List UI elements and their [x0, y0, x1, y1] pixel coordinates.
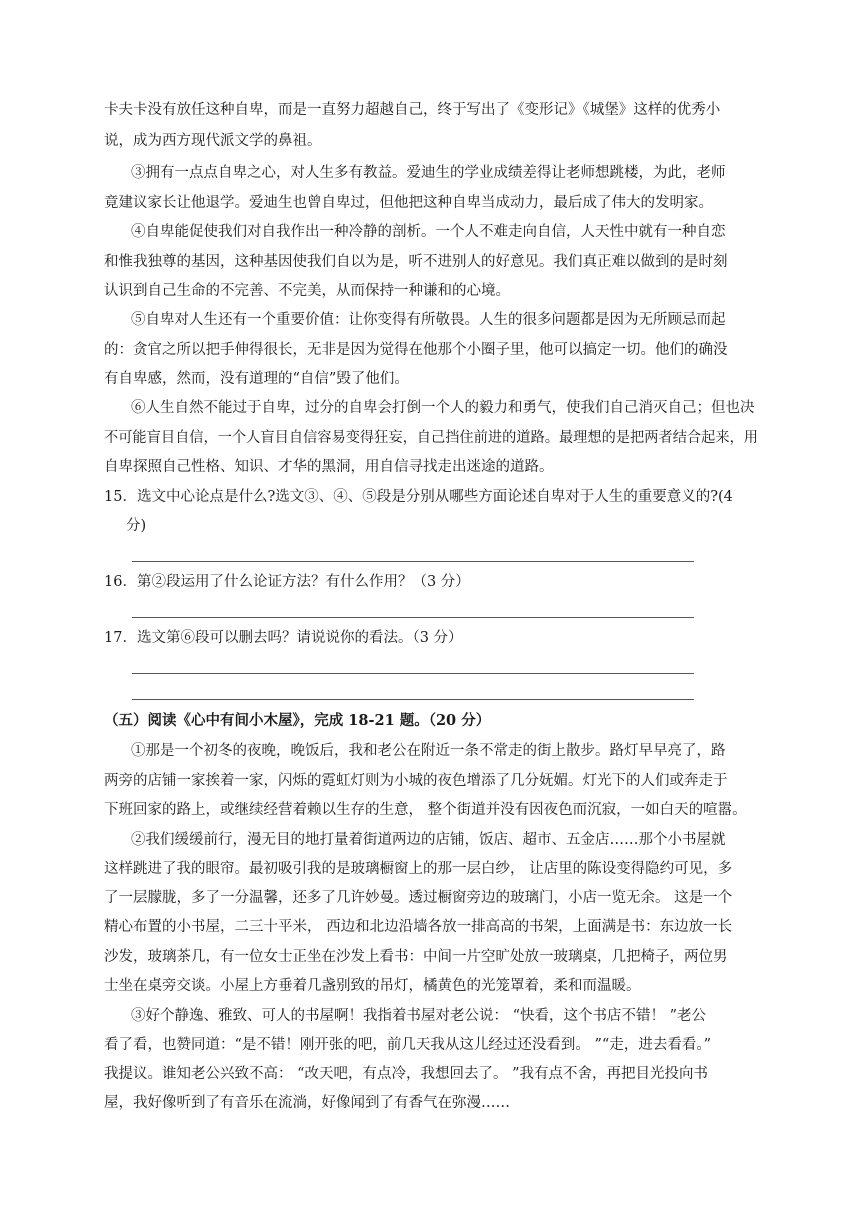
- answer-line[interactable]: [132, 699, 694, 700]
- story-paragraph-1-line: ①那是一个初冬的夜晚，晚饭后，我和老公在附近一条不常走的街上散步。路灯早早亮了，路: [131, 743, 726, 759]
- story-paragraph-2-line: 这样跳进了我的眼帘。最初吸引我的是玻璃橱窗上的那一层白纱， 让店里的陈设变得隐约可见，多: [104, 861, 733, 877]
- paragraph-6-line: ⑥人生自然不能过于自卑，过分的自卑会打倒一个人的毅力和勇气，使我们自己消灭自己；但也决: [131, 400, 755, 416]
- passage-line: 卡夫卡没有放任这种自卑，而是一直努力超越自己，终于写出了《变形记》《城堡》这样的优秀小: [104, 102, 721, 118]
- question-15: 15．选文中心论点是什么?选文③、④、⑤段是分别从哪些方面论述自卑对于人生的重要意义的?(4: [104, 489, 733, 505]
- paragraph-4-line: 认识到自己生命的不完善、不完美，从而保持一种谦和的心境。: [104, 283, 510, 299]
- story-paragraph-1-line: 两旁的店铺一家挨着一家，闪烁的霓虹灯则为小城的夜色增添了几分妩媚。灯光下的人们或奔走于: [104, 773, 728, 789]
- story-paragraph-2-line: 沙发，玻璃茶几，有一位女士正坐在沙发上看书：中间一片空旷处放一玻璃桌，几把椅子，两位男: [104, 949, 728, 965]
- passage-line: 说，成为西方现代派文学的鼻祖。: [104, 133, 322, 149]
- answer-line[interactable]: [132, 617, 694, 618]
- story-paragraph-3-line: 屋，我好像听到了有音乐在流淌，好像闻到了有香气在弥漫……: [104, 1095, 510, 1111]
- question-16: 16．第②段运用了什么论证方法？有什么作用？（3 分）: [104, 574, 470, 590]
- paragraph-3-line: ③拥有一点点自卑之心，对人生多有教益。爱迪生的学业成绩差得让老师想跳楼，为此，老师: [131, 165, 726, 181]
- answer-line[interactable]: [132, 561, 694, 562]
- story-paragraph-1-line: 下班回家的路上，或继续经营着赖以生存的生意， 整个街道并没有因夜色而沉寂，一如白天的喧嚣。: [104, 802, 747, 818]
- paragraph-5-line: 的：贪官之所以把手伸得很长，无非是因为觉得在他那个小圈子里，他可以搞定一切。他们的确没: [104, 342, 728, 358]
- story-paragraph-2-line: ②我们缓缓前行，漫无目的地打量着街道两边的店铺，饭店、超市、五金店……那个小书屋就: [131, 832, 726, 848]
- story-paragraph-2-line: 士坐在桌旁交谈。小屋上方垂着几盏别致的吊灯，橘黄色的光笼罩着，柔和而温暖。: [104, 978, 641, 994]
- paragraph-6-line: 不可能盲目自信，一个人盲目自信容易变得狂妄，自己挡住前进的道路。最理想的是把两者结合起来，用: [104, 430, 758, 446]
- paragraph-6-line: 自卑探照自己性格、知识、才华的黑洞，用自信寻找走出迷途的道路。: [104, 459, 554, 475]
- paragraph-3-line: 竟建议家长让他退学。爱迪生也曾自卑过，但他把这种自卑当成动力，最后成了伟大的发明家。: [104, 195, 713, 211]
- paragraph-4-line: ④自卑能促使我们对自我作出一种冷静的剖析。一个人不难走向自信，人天性中就有一种自恋: [131, 224, 726, 240]
- story-paragraph-3-line: ③好个静逸、雅致、可人的书屋啊！我指着书屋对老公说： “快看，这个书店不错！ ”老公: [131, 1008, 707, 1024]
- paragraph-5-line: ⑤自卑对人生还有一个重要价值：让你变得有所敬畏。人生的很多问题都是因为无所顾忌而起: [131, 312, 726, 328]
- question-17: 17．选文第⑥段可以删去吗？请说说你的看法。（3 分）: [104, 630, 463, 646]
- story-paragraph-2-line: 精心布置的小书屋，二三十平米， 西边和北边沿墙各放一排高高的书架，上面满是书：东边放一长: [104, 919, 733, 935]
- question-15-cont: 分): [126, 518, 147, 534]
- story-paragraph-3-line: 看了看，也赞同道：“是不错！刚开张的吧，前几天我从这儿经过还没看到。 ”“走，进去看看。”: [104, 1037, 712, 1053]
- answer-line[interactable]: [132, 673, 694, 674]
- story-paragraph-2-line: 了一层朦胧，多了一分温馨，还多了几许妙曼。透过橱窗旁边的玻璃门，小店一览无余。 这是一个: [104, 890, 733, 906]
- story-paragraph-3-line: 我提议。谁知老公兴致不高： “改天吧，有点冷，我想回去了。 ”我有点不舍，再把目光投向书: [104, 1066, 709, 1082]
- paragraph-4-line: 和惟我独尊的基因，这种基因使我们自以为是，听不进别人的好意见。我们真正难以做到的是时刻: [104, 254, 728, 270]
- section-heading: （五）阅读《心中有间小木屋》，完成 18-21 题。（20 分）: [104, 712, 491, 729]
- paragraph-5-line: 有自卑感，然而，没有道理的“自信”毁了他们。: [104, 371, 409, 387]
